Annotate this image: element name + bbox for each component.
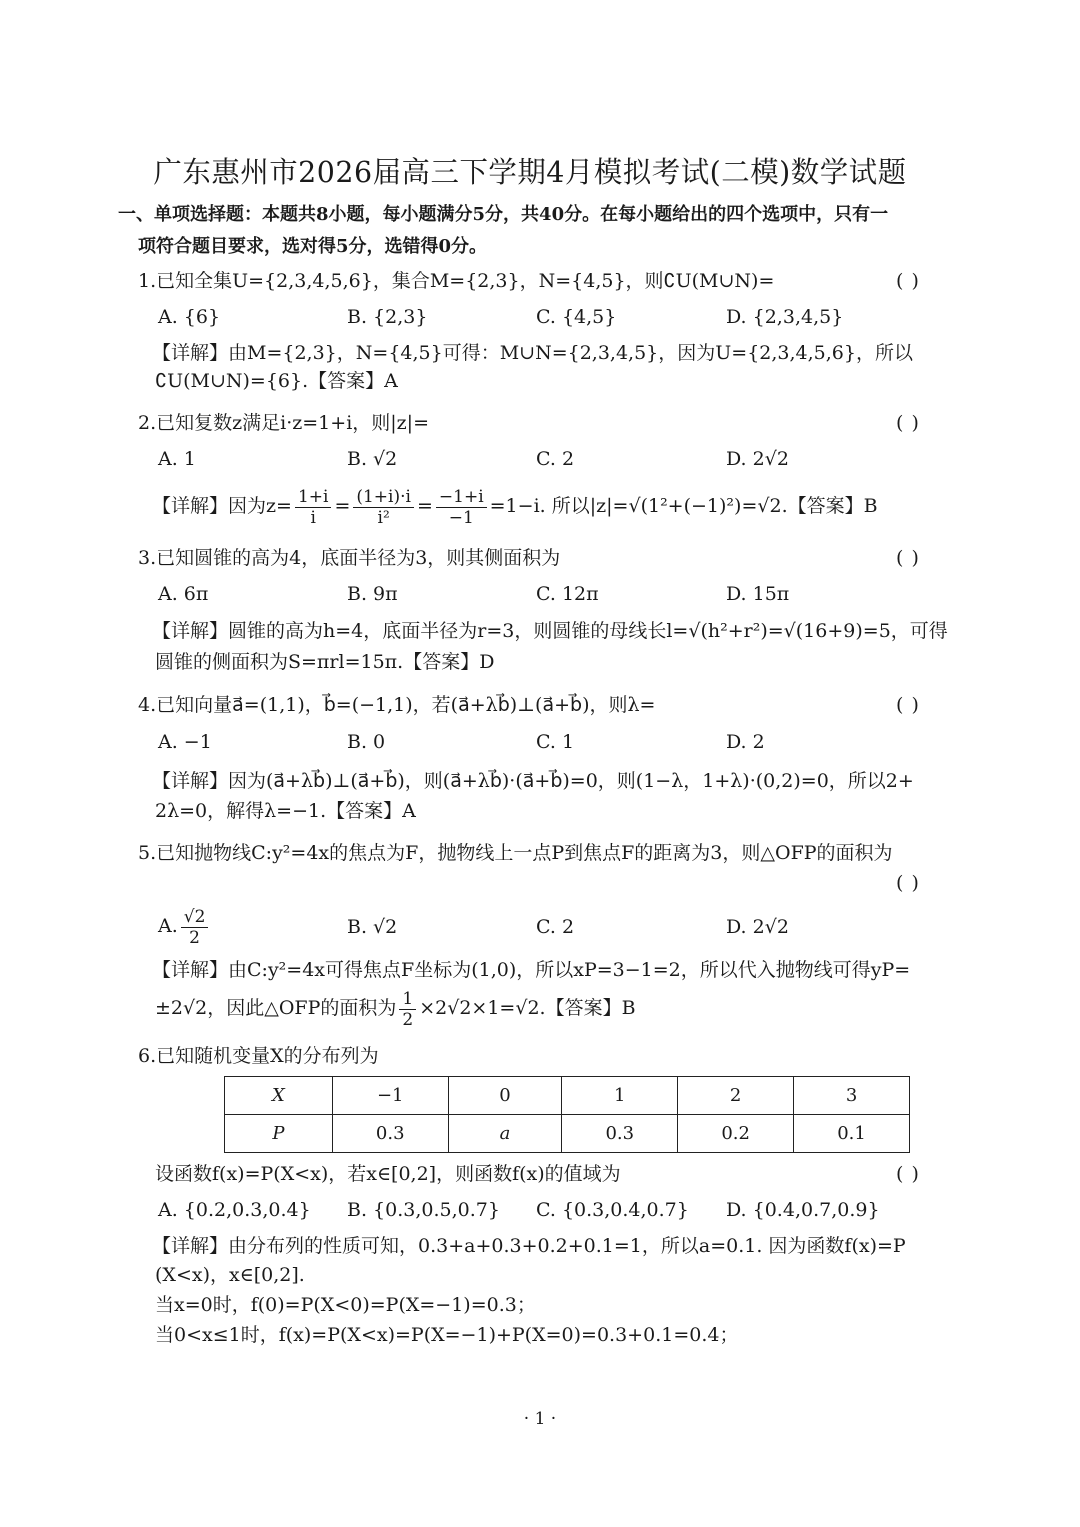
q6-detail-line1: 【详解】由分布列的性质可知，0.3+a+0.3+0.2+0.1=1，所以a=0.1. 因为函数f(x)=P (152, 1235, 906, 1257)
section-heading-line2: 项符合题目要求，选对得5分，选错得0分。 (138, 236, 488, 257)
q5-half-fraction (399, 989, 416, 1030)
q5-option-a-den: 2 (189, 927, 200, 948)
q3-option-d: D. 15π (726, 583, 790, 605)
table-cell: 3 (794, 1077, 910, 1115)
q1-detail-line1: 【详解】由M={2,3}，N={4,5}可得：M∪N={2,3,4,5}，因为U={2,3,4,5,6}，所以 (152, 342, 913, 364)
q5-option-a (158, 904, 211, 948)
table-cell: 0.2 (678, 1115, 794, 1153)
table-cell: X (225, 1077, 333, 1115)
q3-option-b: B. 9π (347, 583, 398, 605)
page-number: · 1 · (523, 1409, 557, 1429)
q5-detail-line2-prefix: ±2√2，因此△OFP的面积为 (155, 997, 397, 1019)
table-row (225, 1115, 910, 1153)
table-cell: 2 (678, 1077, 794, 1115)
table-cell: −1 (332, 1077, 448, 1115)
q4-detail-line1: 【详解】因为(a⃗+λb⃗)⊥(a⃗+b⃗)，则(a⃗+λb⃗)·(a⃗+b⃗)=0，则(1−λ，1+λ)·(0,2)=0，所以2+ (152, 770, 914, 792)
q6-stem-2: 设函数f(x)=P(X<x)，若x∈[0,2]，则函数f(x)的值域为 (155, 1163, 621, 1185)
q2-option-a: A. 1 (158, 448, 196, 470)
table-row (225, 1077, 910, 1115)
q2-detail-prefix: 【详解】因为z= (152, 495, 292, 517)
q2-fraction-2 (353, 487, 414, 528)
q6-detail-line2: (X<x)，x∈[0,2]. (155, 1264, 305, 1286)
q4-detail-line2: 2λ=0，解得λ=−1.【答案】A (155, 800, 416, 822)
q1-stem: 1.已知全集U={2,3,4,5,6}，集合M={2,3}，N={4,5}，则∁U(M∪N)= (138, 270, 775, 292)
table-cell: P (225, 1115, 333, 1153)
q6-option-a: A. {0.2,0.3,0.4} (158, 1199, 311, 1221)
q6-detail-line4: 当0<x≤1时，f(x)=P(X<x)=P(X=−1)+P(X=0)=0.3+0.1=0.4； (155, 1324, 739, 1346)
q5-option-c: C. 2 (536, 916, 575, 938)
q5-detail-line1: 【详解】由C:y²=4x可得焦点F坐标为(1,0)，所以xP=3−1=2，所以代入抛物线可得yP= (152, 959, 911, 981)
q3-option-a: A. 6π (158, 583, 209, 605)
q5-option-a-fraction (181, 907, 209, 948)
q2-detail-suffix: =1−i. 所以|z|=√(1²+(−1)²)=√2.【答案】B (489, 495, 878, 517)
q3-answer-paren: ( ) (896, 547, 920, 569)
q2-fraction-1-num: 1+i (295, 487, 332, 508)
q2-fraction-2-den: i² (377, 507, 390, 528)
q3-option-c: C. 12π (536, 583, 599, 605)
q6-option-d: D. {0.4,0.7,0.9} (726, 1199, 880, 1221)
q3-detail-line2: 圆锥的侧面积为S=πrl=15π.【答案】D (155, 651, 495, 673)
q5-option-d: D. 2√2 (726, 916, 789, 938)
q2-answer-paren: ( ) (896, 412, 920, 434)
q1-option-d: D. {2,3,4,5} (726, 306, 844, 328)
q5-option-a-num: √2 (181, 907, 209, 928)
q5-stem: 5.已知抛物线C:y²=4x的焦点为F，抛物线上一点P到焦点F的距离为3，则△OFP的面积为 (138, 842, 893, 864)
q6-detail-line3: 当x=0时，f(0)=P(X<0)=P(X=−1)=0.3； (155, 1294, 536, 1316)
q2-fraction-2-num: (1+i)·i (353, 487, 414, 508)
q2-fraction-1-den: i (310, 507, 316, 528)
q1-answer-paren: ( ) (896, 270, 920, 292)
q1-option-c: C. {4,5} (536, 306, 617, 328)
q5-option-a-label: A. (158, 915, 178, 937)
section-heading-line1: 一、单项选择题：本题共8小题，每小题满分5分，共40分。在每小题给出的四个选项中，只有一 (118, 204, 889, 225)
q1-detail-line2: ∁U(M∪N)={6}.【答案】A (155, 370, 398, 392)
q2-option-c: C. 2 (536, 448, 575, 470)
q4-stem: 4.已知向量a⃗=(1,1)，b⃗=(−1,1)，若(a⃗+λb⃗)⊥(a⃗+b⃗)，则λ= (138, 694, 656, 716)
distribution-table (224, 1076, 910, 1153)
q4-option-d: D. 2 (726, 731, 765, 753)
q6-option-c: C. {0.3,0.4,0.7} (536, 1199, 689, 1221)
table-cell: 0 (448, 1077, 562, 1115)
table-cell: 0.1 (794, 1115, 910, 1153)
q6-stem: 6.已知随机变量X的分布列为 (138, 1045, 379, 1067)
q2-option-b: B. √2 (347, 448, 398, 470)
q5-half-num: 1 (399, 989, 416, 1010)
q2-fraction-3-num: −1+i (436, 487, 487, 508)
q5-detail-line2-suffix: ×2√2×1=√2.【答案】B (419, 997, 636, 1019)
q2-fraction-3-den: −1 (448, 507, 474, 528)
table-cell: 0.3 (332, 1115, 448, 1153)
table-cell: 1 (562, 1077, 678, 1115)
q4-option-a: A. −1 (158, 731, 212, 753)
q6-option-b: B. {0.3,0.5,0.7} (347, 1199, 500, 1221)
q3-stem: 3.已知圆锥的高为4，底面半径为3，则其侧面积为 (138, 547, 561, 569)
q2-fraction-1 (295, 487, 332, 528)
q2-fraction-3 (436, 487, 487, 528)
q4-answer-paren: ( ) (896, 694, 920, 716)
q2-detail: 【详解】因为z= $\frac{1+i}{i}$ = $\frac{(1+i)\cdot i}{\text{i²}}$ = $\frac{-1+i}{-1}$ =1−i. 所以|z|=√(1²+(−1)²)=√2.【答案】B (152, 486, 878, 528)
q1-option-a: A. {6} (158, 306, 221, 328)
q5-half-den: 2 (402, 1009, 414, 1030)
q5-detail-line2 (155, 986, 636, 1030)
q1-option-b: B. {2,3} (347, 306, 428, 328)
q2-option-d: D. 2√2 (726, 448, 789, 470)
q3-detail-line1: 【详解】圆锥的高为h=4，底面半径为r=3，则圆锥的母线长l=√(h²+r²)=√(16+9)=5，可得 (152, 620, 948, 642)
table-cell: a (448, 1115, 562, 1153)
page-title: 广东惠州市2026届高三下学期4月模拟考试(二模)数学试题 (153, 155, 907, 189)
q6-answer-paren: ( ) (896, 1163, 920, 1185)
q5-answer-paren: ( ) (896, 872, 920, 894)
q2-stem: 2.已知复数z满足i·z=1+i，则|z|= (138, 412, 430, 434)
q4-option-c: C. 1 (536, 731, 575, 753)
table-cell: 0.3 (562, 1115, 678, 1153)
q4-option-b: B. 0 (347, 731, 386, 753)
q5-option-b: B. √2 (347, 916, 398, 938)
